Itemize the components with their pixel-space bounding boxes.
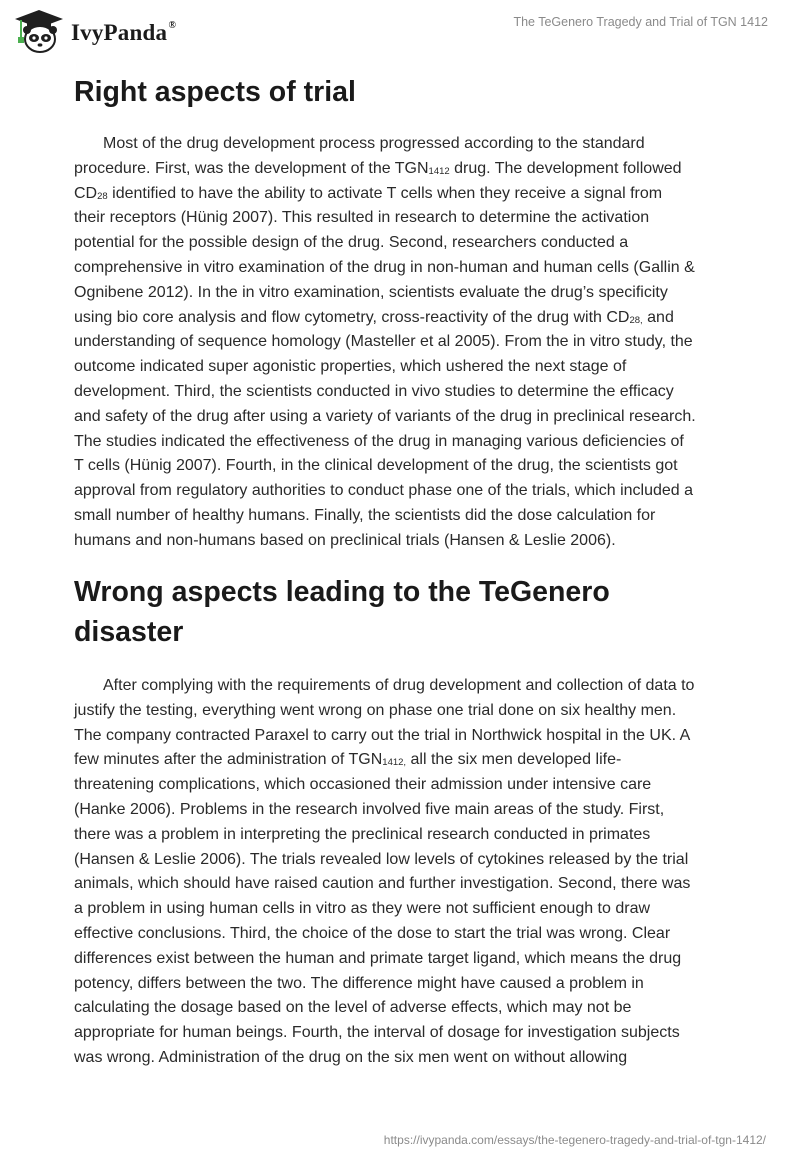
paragraph-line: a problem in using human cells in vitro as they were not sufficient enough to draw [74, 900, 651, 918]
heading-line: Wrong aspects leading to the TeGenero [74, 576, 610, 608]
paragraph-line: Ognibene 2012). In the in vitro examination, scientists evaluate the drug’s specificity [74, 283, 668, 301]
subscript-text: 28 [97, 190, 108, 202]
paragraph-line: outcome indicated super agonistic properties, which ushered the next stage of [74, 358, 627, 376]
subscript-text: 28, [629, 314, 643, 326]
paragraph-line: After complying with the requirements of drug development and collection of data to [103, 677, 695, 694]
paragraph-line: using bio core analysis and flow cytometry, cross-reactivity of the drug with $CD_{28,}$ and [74, 308, 674, 326]
page-header [0, 0, 800, 64]
paragraph-line: effective conclusions. Third, the choice of the dose to start the trial was wrong. Clear [74, 924, 671, 942]
paragraph-wrong-aspects [74, 674, 734, 1071]
paragraph-right-aspects [74, 132, 734, 554]
registered-mark: ® [168, 20, 177, 31]
paragraph-line: few minutes after the administration of $TGN_{1412,}$ all the six men developed life- [74, 751, 622, 769]
paragraph-line: potential for the possible design of the drug. Second, researchers conducted a [74, 234, 629, 252]
paragraph-line: humans and non-humans based on preclinical trials (Hansen & Leslie 2006). [74, 531, 616, 549]
paragraph-line: their receptors (Hünig 2007). This resulted in research to determine the activation [74, 209, 650, 227]
paragraph-line: appropriate for human beings. Fourth, the interval of dosage for investigation subjects [74, 1024, 680, 1042]
paragraph-line: development. Third, the scientists conducted in vivo studies to determine the efficacy [74, 382, 674, 400]
paragraph-line: T cells (Hünig 2007). Fourth, in the clinical development of the drug, the scientists got [74, 457, 678, 475]
paragraph-line: Most of the drug development process progressed according to the standard [103, 135, 645, 152]
paragraph-line: small number of healthy humans. Finally, the scientists did the dose calculation for [74, 506, 656, 524]
paragraph-line: The company contracted Paraxel to carry out the trial in Northwick hospital in the UK. A [74, 726, 691, 744]
source-url[interactable]: https://ivypanda.com/essays/the-tegenero-tragedy-and-trial-of-tgn-1412/ [383, 1133, 766, 1147]
paragraph-line: $CD_{28}$ identified to have the ability to activate T cells when they receive a signal from [74, 184, 663, 202]
paragraph-line: (Hansen & Leslie 2006). The trials revealed low levels of cytokines released by the trial [74, 850, 689, 868]
paragraph-line: there was a problem in interpreting the preclinical research conducted in primates [74, 825, 651, 843]
brand-name [71, 20, 177, 46]
paragraph-line: calculating the dosage based on the level of adverse effects, which may not be [74, 999, 632, 1017]
paragraph-line: (Hanke 2006). Problems in the research involved five main areas of the study. First, [74, 800, 665, 818]
paragraph-line: was wrong. Administration of the drug on the six men went on without allowing [74, 1048, 628, 1066]
brand-logo[interactable] [13, 8, 177, 54]
heading-line: disaster [74, 616, 184, 648]
brand-name-text: IvyPanda [71, 20, 168, 45]
subscript-text: 1412, [382, 757, 407, 769]
section-heading-wrong-aspects [74, 572, 734, 652]
paragraph-line: potency, differs between the two. The difference might have caused a problem in [74, 974, 644, 992]
paragraph-line: threatening complications, which occasioned their admission under intensive care [74, 776, 652, 794]
section-heading-right-aspects: Right aspects of trial [74, 76, 356, 108]
paragraph-line: The studies indicated the effectiveness of the drug in managing various deficiencies of [74, 432, 684, 450]
paragraph-line: animals, which should have raised caution and further investigation. Second, there was [74, 875, 691, 893]
paragraph-line: differences exist between the human and primate target ligand, which means the drug [74, 949, 682, 967]
subscript-text: 1412 [428, 165, 450, 177]
paragraph-line: justify the testing, everything went wrong on phase one trial done on six healthy men. [74, 701, 677, 719]
paragraph-line: comprehensive in vitro examination of the drug in non-human and human cells (Gallin & [74, 258, 695, 276]
panda-graduate-logo-icon [13, 8, 65, 54]
paragraph-line: approval from regulatory authorities to conduct phase one of the trials, which included a [74, 482, 694, 500]
paragraph-line: understanding of sequence homology (Masteller et al 2005). From the in vitro study, the [74, 333, 693, 351]
document-title: The TeGenero Tragedy and Trial of TGN 1412 [513, 15, 768, 29]
paragraph-line: procedure. First, was the development of the $TGN_{1412}$ drug. The development followed [74, 159, 682, 177]
paragraph-line: and safety of the drug after using a variety of variants of the drug in preclinical research. [74, 407, 696, 425]
